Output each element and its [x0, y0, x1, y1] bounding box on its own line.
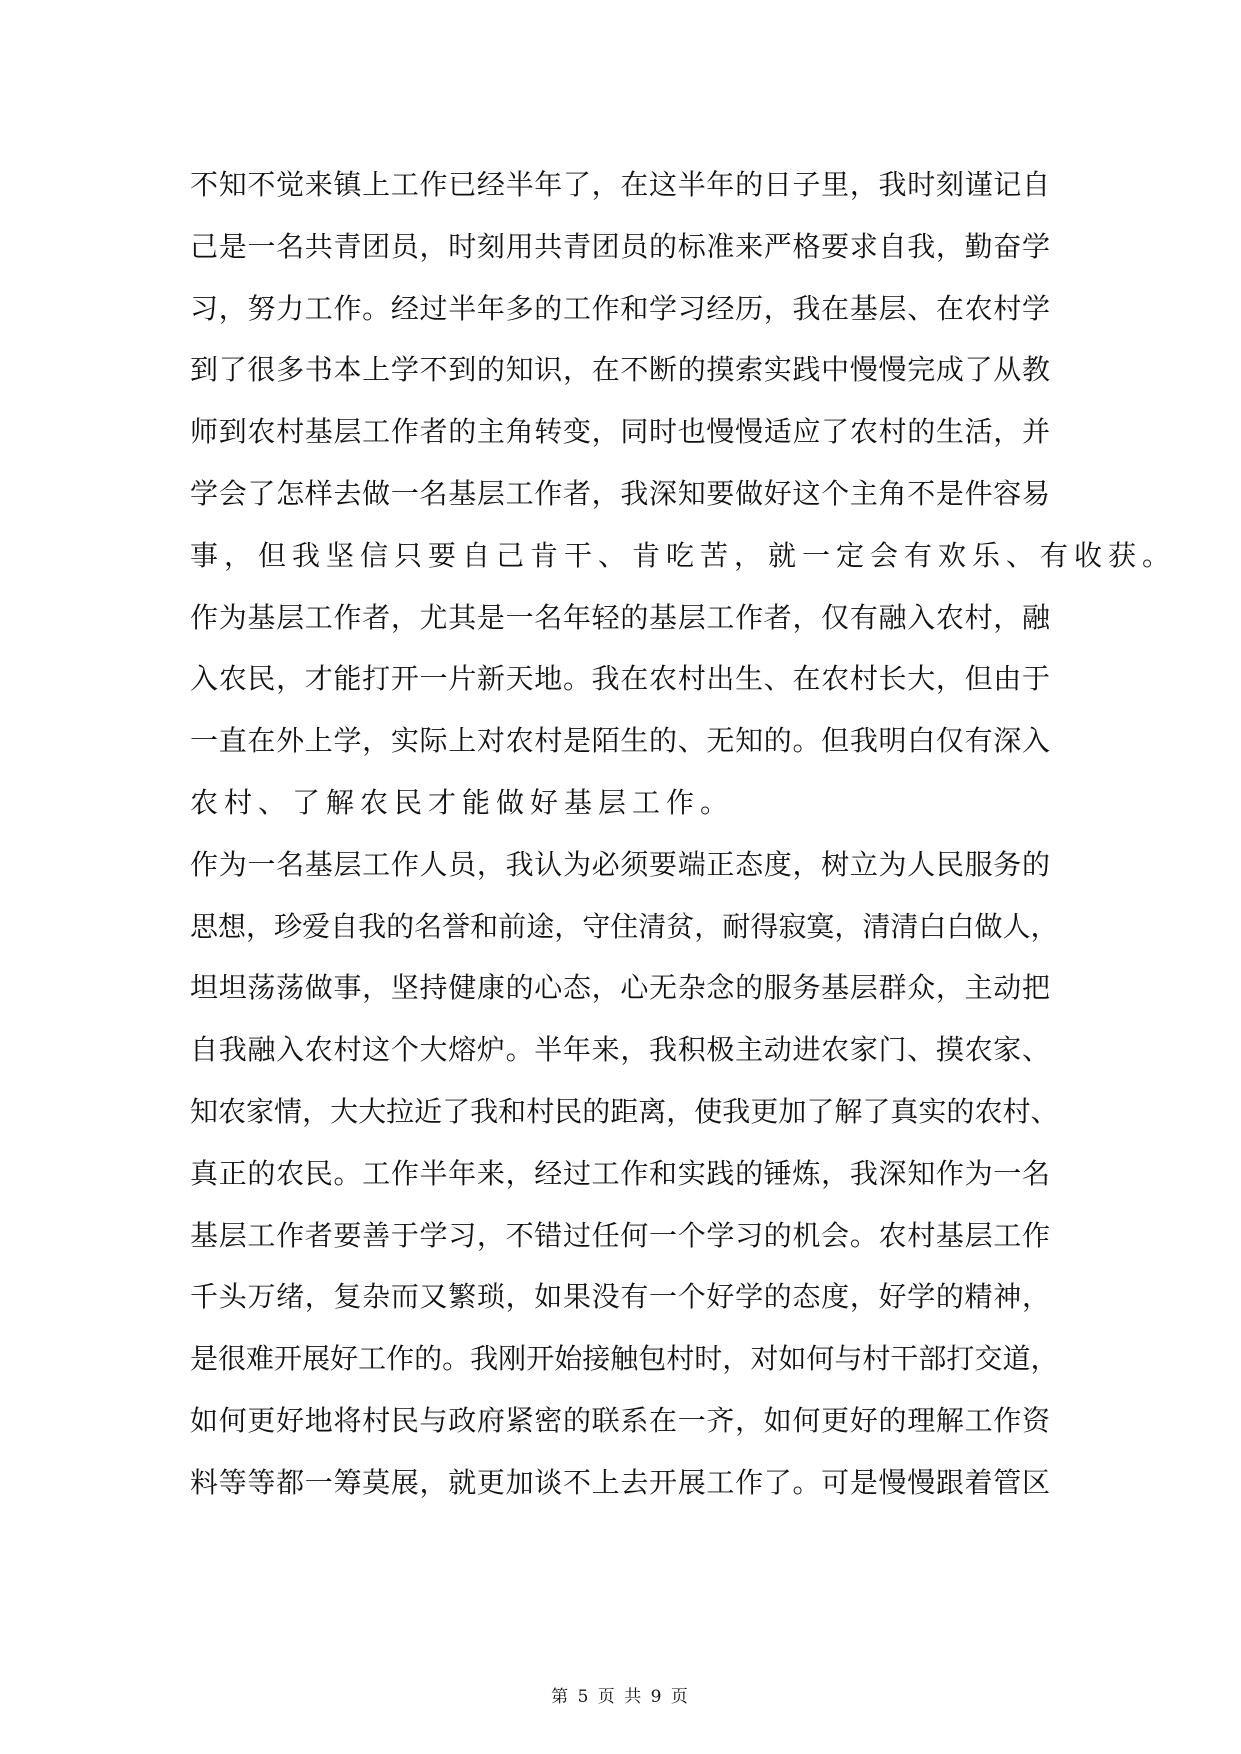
text-line: 学 会 了 怎 样 去 做 一 名 基 层 工 作 者 ， 我 深 知 要 做 好 这 个 主 角 不 是 件 容 易 — [190, 476, 1050, 510]
text-line: 基 层 工 作 者 要 善 于 学 习 ， 不 错 过 任 何 一 个 学 习 的 机 会 。 农 村 基 层 工 作 — [190, 1218, 1050, 1252]
text-line: 作 为 一 名 基 层 工 作 人 员 ， 我 认 为 必 须 要 端 正 态 度 ， 树 立 为 人 民 服 务 的 — [190, 847, 1050, 881]
text-line: 作 为 基 层 工 作 者 ， 尤 其 是 一 名 年 轻 的 基 层 工 作 者 ， 仅 有 融 入 农 村 ， 融 — [190, 600, 1050, 634]
text-line: 事，但我坚信只要自己肯干、肯吃苦，就一定会有欢乐、有收获。 — [190, 538, 1177, 572]
text-line: 千 头 万 绪 ， 复 杂 而 又 繁 琐 ， 如 果 没 有 一 个 好 学 的 态 度 ， 好 学 的 精 神 ， — [190, 1280, 1050, 1314]
text-line: 农村、了解农民才能做好基层工作。 — [190, 785, 735, 819]
text-line: 一 直 在 外 上 学 ， 实 际 上 对 农 村 是 陌 生 的 、 无 知 的 。 但 我 明 白 仅 有 深 入 — [190, 724, 1050, 758]
text-line: 习 ， 努 力 工 作 。 经 过 半 年 多 的 工 作 和 学 习 经 历 ， 我 在 基 层 、 在 农 村 学 — [190, 291, 1050, 325]
text-line: 到 了 很 多 书 本 上 学 不 到 的 知 识 ， 在 不 断 的 摸 索 实 践 中 慢 慢 完 成 了 从 教 — [190, 353, 1050, 387]
text-line: 师 到 农 村 基 层 工 作 者 的 主 角 转 变 ， 同 时 也 慢 慢 适 应 了 农 村 的 生 活 ， 并 — [190, 415, 1050, 449]
text-line: 自 我 融 入 农 村 这 个 大 熔 炉 。 半 年 来 ， 我 积 极 主 动 进 农 家 门 、 摸 农 家 、 — [190, 1033, 1050, 1067]
text-line: 坦 坦 荡 荡 做 事 ， 坚 持 健 康 的 心 态 ， 心 无 杂 念 的 服 务 基 层 群 众 ， 主 动 把 — [190, 971, 1050, 1005]
text-line: 知 农 家 情 ， 大 大 拉 近 了 我 和 村 民 的 距 离 ， 使 我 更 加 了 解 了 真 实 的 农 村 、 — [190, 1094, 1059, 1128]
text-line: 料 等 等 都 一 筹 莫 展 ， 就 更 加 谈 不 上 去 开 展 工 作 了 。 可 是 慢 慢 跟 着 管 区 — [190, 1465, 1050, 1499]
text-line: 不 知 不 觉 来 镇 上 工 作 已 经 半 年 了 ， 在 这 半 年 的 日 子 里 ， 我 时 刻 谨 记 自 — [190, 168, 1050, 201]
text-line: 是 很 难 开 展 好 工 作 的 。 我 刚 开 始 接 触 包 村 时 ， 对 如 何 与 村 干 部 打 交 道 ， — [190, 1342, 1059, 1376]
text-line: 入 农 民 ， 才 能 打 开 一 片 新 天 地 。 我 在 农 村 出 生 、 在 农 村 长 大 ， 但 由 于 — [190, 662, 1050, 696]
text-line: 己 是 一 名 共 青 团 员 ， 时 刻 用 共 青 团 员 的 标 准 来 严 格 要 求 自 我 ， 勤 奋 学 — [190, 229, 1050, 263]
text-line: 思 想 ， 珍 爱 自 我 的 名 誉 和 前 途 ， 守 住 清 贫 ， 耐 得 寂 寞 ， 清 清 白 白 做 人 ， — [190, 909, 1059, 943]
text-line: 真 正 的 农 民 。 工 作 半 年 来 ， 经 过 工 作 和 实 践 的 锤 炼 ， 我 深 知 作 为 一 名 — [190, 1156, 1050, 1190]
body-text — [190, 154, 1177, 1514]
text-line: 如 何 更 好 地 将 村 民 与 政 府 紧 密 的 联 系 在 一 齐 ， 如 何 更 好 的 理 解 工 作 资 — [190, 1403, 1050, 1437]
page-number-footer: 第 5 页 共 9 页 — [551, 1687, 690, 1707]
